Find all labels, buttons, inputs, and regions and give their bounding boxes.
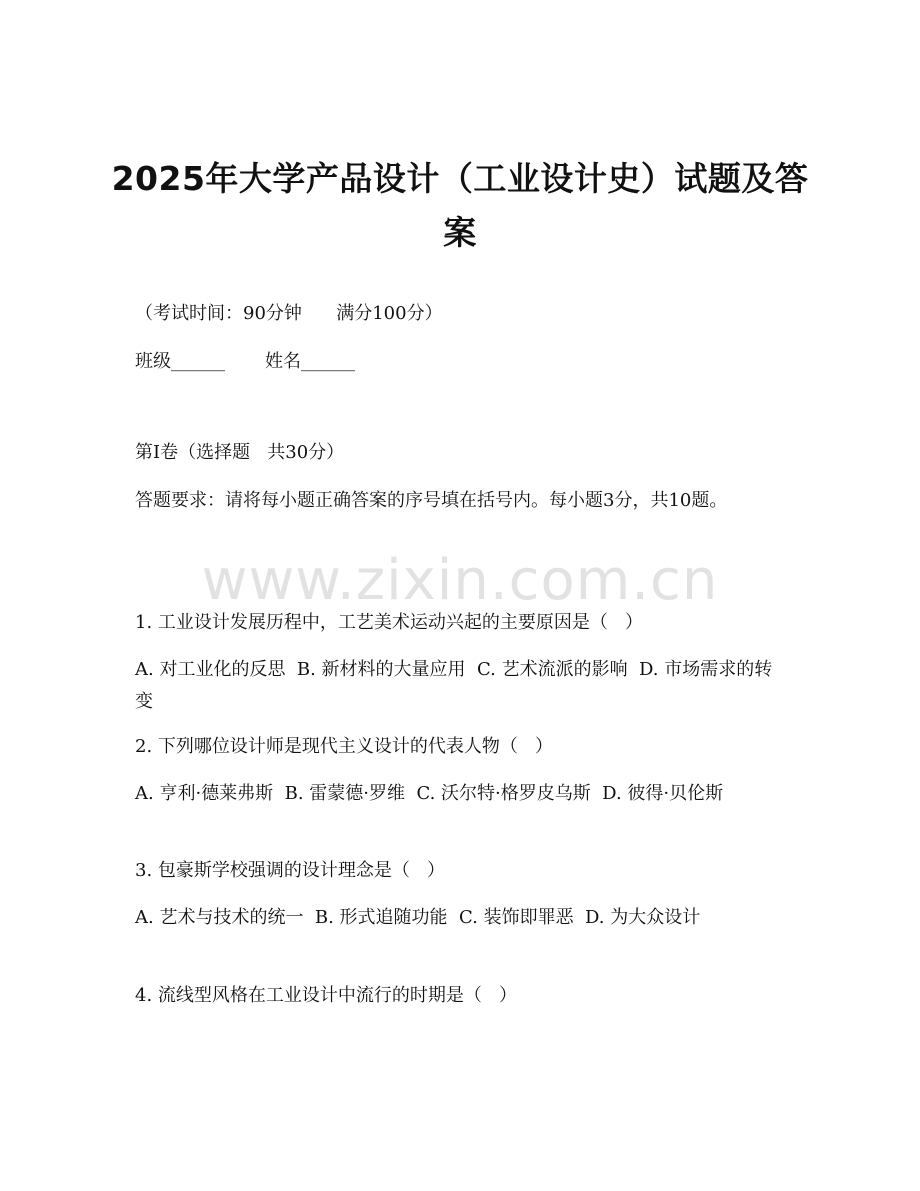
watermark: www.zixin.com.cn (201, 548, 719, 613)
question-1-stem: 1. 工业设计发展历程中，工艺美术运动兴起的主要原因是（ ） (135, 612, 644, 633)
exam-info: （考试时间：90分钟 满分100分） (135, 303, 443, 324)
question-1-options: A. 对工业化的反思 B. 新材料的大量应用 C. 艺术流派的影响 D. 市场需求的转变 (135, 659, 773, 712)
name-fields: 班级______ 姓名______ (135, 351, 356, 372)
question-3-stem: 3. 包豪斯学校强调的设计理念是（ ） (135, 860, 446, 881)
question-4-stem: 4. 流线型风格在工业设计中流行的时期是（ ） (135, 985, 518, 1006)
question-2-options: A. 亨利·德莱弗斯 B. 雷蒙德·罗维 C. 沃尔特·格罗皮乌斯 D. 彼得·贝伦斯 (135, 783, 724, 804)
instructions: 答题要求：请将每小题正确答案的序号填在括号内。每小题3分，共10题。 (135, 490, 728, 511)
section-header: 第I卷（选择题 共30分） (135, 442, 345, 463)
question-2-stem: 2. 下列哪位设计师是现代主义设计的代表人物（ ） (135, 736, 554, 757)
question-3-options: A. 艺术与技术的统一 B. 形式追随功能 C. 装饰即罪恶 D. 为大众设计 (135, 907, 701, 928)
document-title: 2025年大学产品设计（工业设计史）试题及答案 (111, 159, 809, 252)
